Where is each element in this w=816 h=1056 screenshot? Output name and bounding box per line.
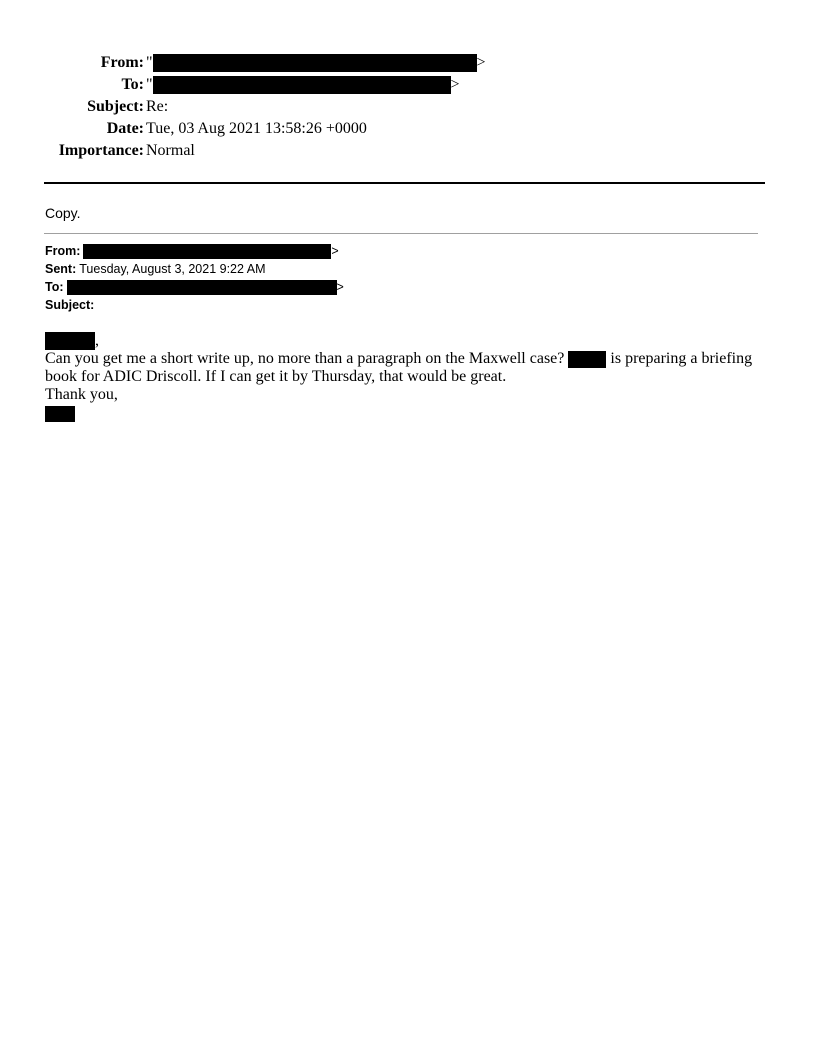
forwarded-from-row: From: > [45,244,339,258]
forwarded-from-label: From: [45,244,81,258]
header-to-label: To: [121,76,144,93]
forwarded-to-row: To: > [45,280,344,294]
header-from-row [0,52,816,74]
forwarded-to-label: To: [45,280,64,294]
message-body [45,332,765,422]
forwarded-sent-value: Tuesday, August 3, 2021 9:22 AM [79,262,266,276]
forward-divider [44,233,758,234]
redaction-block [83,244,331,259]
header-subject-label: Subject: [87,98,144,115]
header-importance-label: Importance: [58,142,144,159]
header-divider [44,182,765,184]
body-line-1: Can you get me a short write up, no more than a paragraph on the Maxwell case? is preparing a briefing [45,350,753,368]
header-subject-value: Re: [146,98,169,115]
signature-line [45,404,765,422]
header-from-label: From: [100,54,144,71]
header-importance-row [0,140,816,162]
header-importance-value: Normal [146,142,195,159]
body-line-3: Thank you, [45,386,118,404]
header-to-row [0,74,816,96]
header-date-value: Tue, 03 Aug 2021 13:58:26 +0000 [146,120,367,137]
greeting-line: , [45,332,765,350]
redaction-block [153,76,451,94]
forwarded-sent-row [45,260,344,278]
redaction-block [45,332,95,350]
redaction-block [45,406,75,422]
forwarded-sent-label: Sent: [45,262,77,276]
forwarded-header [45,242,344,314]
header-date-label: Date: [106,120,144,137]
forwarded-subject-row [45,296,344,314]
redaction-block [568,351,606,368]
forwarded-subject-label: Subject: [45,298,95,312]
email-header [0,52,816,162]
header-from-value: " > [146,53,486,71]
header-subject-row [0,96,816,118]
redaction-block [67,280,337,295]
redaction-block [153,54,477,72]
header-date-row [0,118,816,140]
body-line-2: book for ADIC Driscoll. If I can get it by Thursday, that would be great. [45,368,507,386]
reply-text: Copy. [45,205,81,221]
header-to-value: " > [146,75,460,93]
